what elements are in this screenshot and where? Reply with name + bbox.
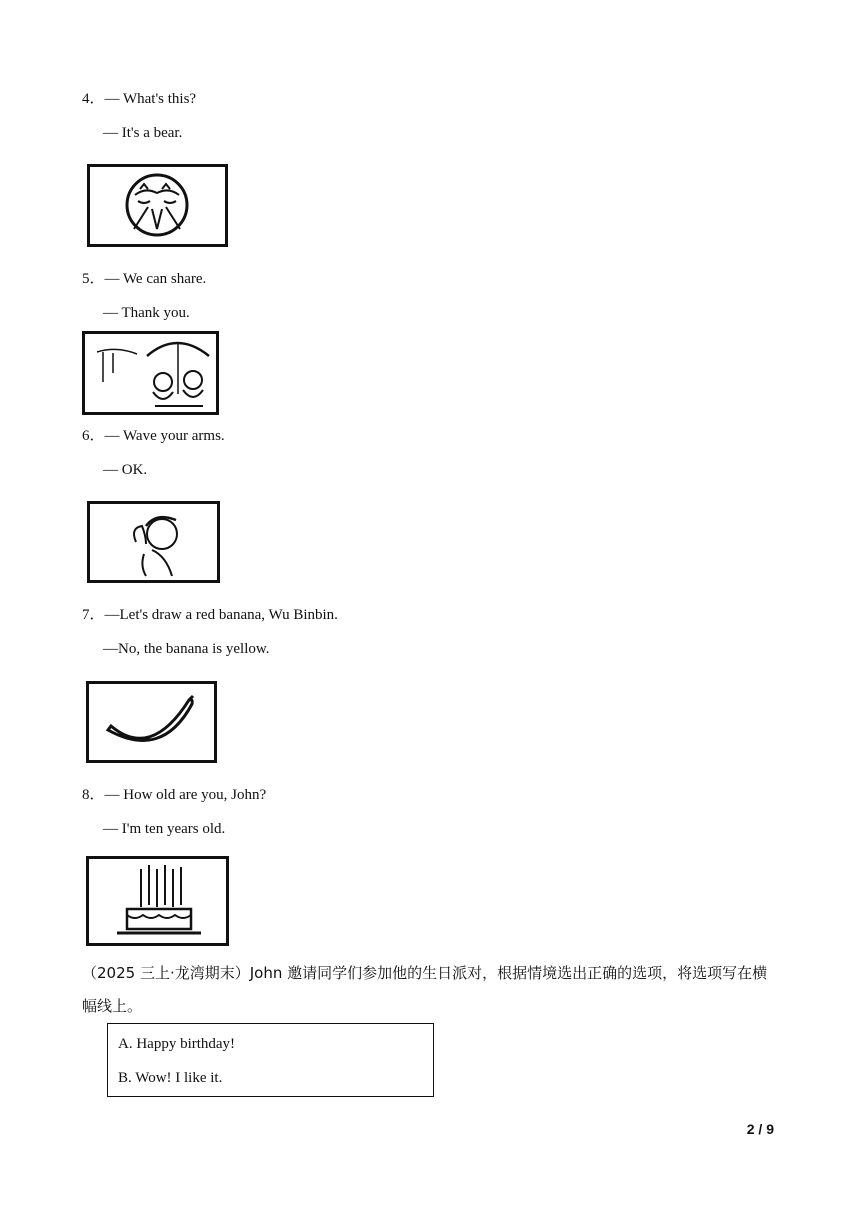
instruction-line-2: 幅线上。 (82, 997, 143, 1015)
option-a: A. Happy birthday! (118, 1036, 236, 1052)
item-8-question: 8．— How old are you, John? (82, 787, 267, 803)
page-number: 2 / 9 (746, 1121, 774, 1137)
item-4-answer: — It's a bear. (103, 125, 183, 141)
item-5-question: 5．— We can share. (82, 271, 207, 287)
instruction-text-1: John 邀请同学们参加他的生日派对，根据情境选出正确的选项，将选项写在横 (249, 964, 768, 982)
option-b: B. Wow! I like it. (118, 1070, 223, 1086)
item-4-question: 4．— What's this? (82, 91, 197, 107)
item-6-question: 6．— Wave your arms. (82, 428, 225, 444)
bear-picture (87, 164, 228, 247)
waving-picture (87, 501, 220, 583)
item-6-answer: — OK. (103, 462, 148, 478)
instruction-source: （2025 三上·龙湾期末） (82, 964, 250, 982)
options-box (107, 1023, 434, 1097)
instruction-line-1 (82, 963, 767, 983)
cake-picture (86, 856, 229, 946)
item-8-answer: — I'm ten years old. (103, 821, 226, 837)
item-7-answer: —No, the banana is yellow. (103, 641, 270, 657)
item-5-answer: — Thank you. (103, 305, 190, 321)
banana-picture (86, 681, 217, 763)
item-7-question: 7．—Let's draw a red banana, Wu Binbin. (82, 607, 338, 623)
umbrella-picture (82, 331, 219, 415)
